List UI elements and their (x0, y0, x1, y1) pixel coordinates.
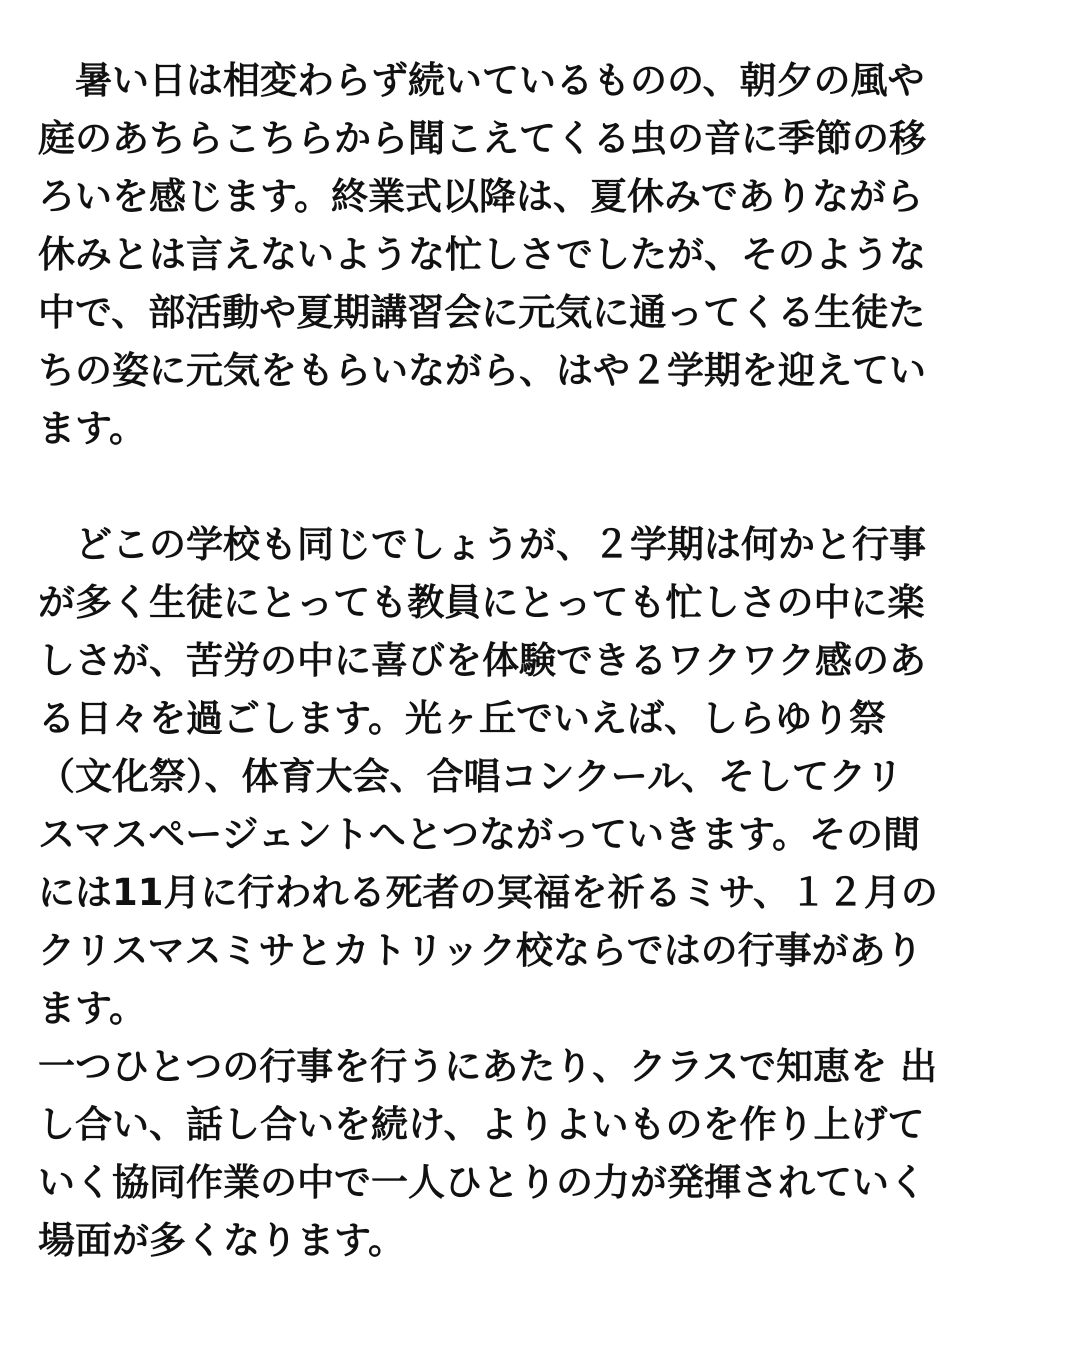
text-line: ます。 (38, 407, 147, 450)
text-line: し合い、話し合いを続け、よりよいものを作り上げて (38, 1103, 925, 1146)
text-line: いく協同作業の中で一人ひとりの力が発揮されていく (38, 1161, 926, 1204)
text-line: ちの姿に元気をもらいながら、はや２学期を迎えてい (38, 349, 926, 392)
text-line: 休みとは言えないような忙しさでしたが、そのような (38, 233, 926, 276)
text-line: ます。 (38, 987, 147, 1030)
text-line: 場面が多くなります。 (38, 1219, 406, 1262)
text-line: （文化祭）、体育大会、合唱コンクール、そしてクリ (38, 755, 904, 798)
text-line: しさが、苦労の中に喜びを体験できるワクワク感のあ (38, 639, 926, 682)
paragraph-1 (38, 52, 1038, 458)
text-line: が多く生徒にとっても教員にとっても忙しさの中に楽 (38, 581, 925, 624)
text-line: には11月に行われる死者の冥福を祈るミサ、１２月の (38, 871, 938, 914)
text-line: どこの学校も同じでしょうが、２学期は何かと行事 (38, 523, 926, 566)
text-line: 庭のあちらこちらから聞こえてくる虫の音に季節の移 (38, 117, 926, 160)
document-body (38, 52, 1038, 1270)
text-line: 一つひとつの行事を行うにあたり、クラスで知恵を 出 (38, 1045, 938, 1088)
text-line: る日々を過ごします。光ヶ丘でいえば、しらゆり祭 (38, 697, 887, 740)
text-line: 中で、部活動や夏期講習会に元気に通ってくる生徒た (38, 291, 926, 334)
paragraph-2 (38, 516, 1038, 1270)
paragraph-spacer (38, 458, 1038, 516)
text-line: クリスマスミサとカトリック校ならではの行事があり (38, 929, 923, 972)
text-line: スマスページェントへとつながっていきます。その間 (38, 813, 921, 856)
text-line: ろいを感じます。終業式以降は、夏休みでありながら (38, 175, 924, 218)
text-line: 暑い日は相変わらず続いているものの、朝夕の風や (38, 59, 925, 102)
